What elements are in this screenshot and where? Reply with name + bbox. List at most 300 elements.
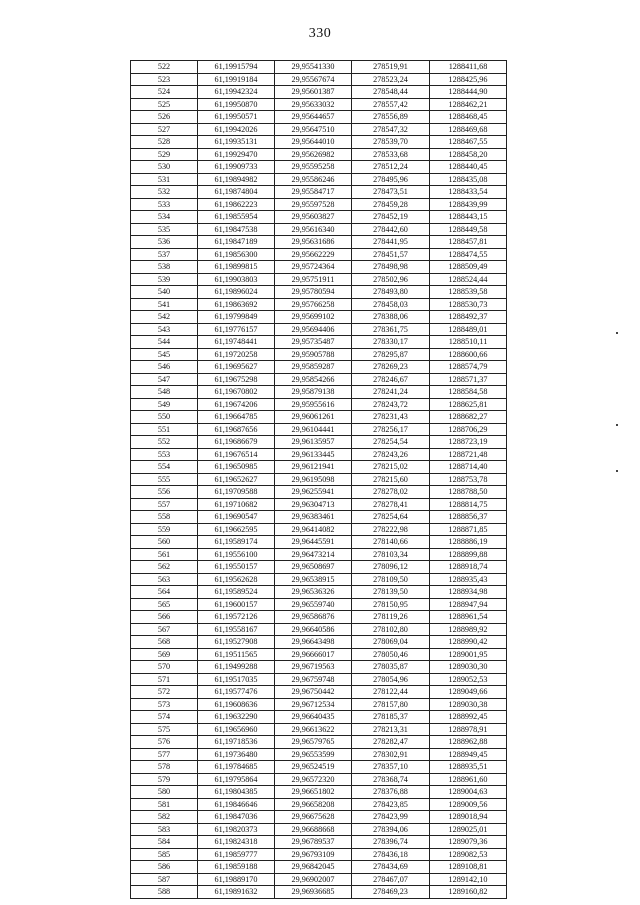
x-coordinate-cell: 278459,28	[352, 198, 430, 211]
y-coordinate-cell: 1288706,29	[430, 423, 507, 436]
table-row	[131, 548, 507, 561]
point-number-cell: 578	[131, 761, 198, 774]
table-row	[131, 186, 507, 199]
y-coordinate-cell: 1288949,45	[430, 748, 507, 761]
latitude-cell: 61,19929470	[198, 148, 275, 161]
longitude-cell: 29,95597528	[275, 198, 352, 211]
latitude-cell: 61,19608636	[198, 698, 275, 711]
latitude-cell: 61,19517035	[198, 673, 275, 686]
table-row	[131, 736, 507, 749]
x-coordinate-cell: 278213,31	[352, 723, 430, 736]
latitude-cell: 61,19942026	[198, 123, 275, 136]
longitude-cell: 29,95780594	[275, 286, 352, 299]
y-coordinate-cell: 1288574,79	[430, 361, 507, 374]
latitude-cell: 61,19600157	[198, 598, 275, 611]
point-number-cell: 568	[131, 636, 198, 649]
point-number-cell: 579	[131, 773, 198, 786]
x-coordinate-cell: 278441,95	[352, 236, 430, 249]
latitude-cell: 61,19862223	[198, 198, 275, 211]
y-coordinate-cell: 1288788,50	[430, 486, 507, 499]
x-coordinate-cell: 278246,67	[352, 373, 430, 386]
longitude-cell: 29,96538915	[275, 573, 352, 586]
y-coordinate-cell: 1288474,55	[430, 248, 507, 261]
point-number-cell: 573	[131, 698, 198, 711]
y-coordinate-cell: 1288753,78	[430, 473, 507, 486]
table-row	[131, 386, 507, 399]
x-coordinate-cell: 278442,60	[352, 223, 430, 236]
latitude-cell: 61,19894982	[198, 173, 275, 186]
point-number-cell: 557	[131, 498, 198, 511]
y-coordinate-cell: 1288989,92	[430, 623, 507, 636]
longitude-cell: 29,95694406	[275, 323, 352, 336]
latitude-cell: 61,19820373	[198, 823, 275, 836]
y-coordinate-cell: 1288411,68	[430, 61, 507, 74]
point-number-cell: 550	[131, 411, 198, 424]
longitude-cell: 29,96579765	[275, 736, 352, 749]
y-coordinate-cell: 1289018,94	[430, 811, 507, 824]
latitude-cell: 61,19899815	[198, 261, 275, 274]
longitude-cell: 29,95567674	[275, 73, 352, 86]
table-row	[131, 523, 507, 536]
longitude-cell: 29,95879138	[275, 386, 352, 399]
latitude-cell: 61,19589174	[198, 536, 275, 549]
table-row	[131, 661, 507, 674]
table-row	[131, 798, 507, 811]
table-row	[131, 773, 507, 786]
point-number-cell: 558	[131, 511, 198, 524]
table-row	[131, 723, 507, 736]
y-coordinate-cell: 1289030,38	[430, 698, 507, 711]
point-number-cell: 585	[131, 848, 198, 861]
point-number-cell: 525	[131, 98, 198, 111]
table-row	[131, 198, 507, 211]
table-row	[131, 623, 507, 636]
longitude-cell: 29,95595258	[275, 161, 352, 174]
longitude-cell: 29,96759748	[275, 673, 352, 686]
longitude-cell: 29,96508697	[275, 561, 352, 574]
longitude-cell: 29,96643498	[275, 636, 352, 649]
point-number-cell: 530	[131, 161, 198, 174]
latitude-cell: 61,19859188	[198, 861, 275, 874]
longitude-cell: 29,96133445	[275, 448, 352, 461]
x-coordinate-cell: 278493,80	[352, 286, 430, 299]
latitude-cell: 61,19736480	[198, 748, 275, 761]
longitude-cell: 29,96195098	[275, 473, 352, 486]
y-coordinate-cell: 1288435,08	[430, 173, 507, 186]
y-coordinate-cell: 1288457,81	[430, 236, 507, 249]
latitude-cell: 61,19686679	[198, 436, 275, 449]
x-coordinate-cell: 278452,19	[352, 211, 430, 224]
latitude-cell: 61,19950571	[198, 111, 275, 124]
point-number-cell: 552	[131, 436, 198, 449]
point-number-cell: 534	[131, 211, 198, 224]
point-number-cell: 529	[131, 148, 198, 161]
y-coordinate-cell: 1288539,58	[430, 286, 507, 299]
latitude-cell: 61,19695627	[198, 361, 275, 374]
longitude-cell: 29,96793109	[275, 848, 352, 861]
latitude-cell: 61,19859777	[198, 848, 275, 861]
x-coordinate-cell: 278330,17	[352, 336, 430, 349]
y-coordinate-cell: 1289049,66	[430, 686, 507, 699]
table-row	[131, 811, 507, 824]
point-number-cell: 535	[131, 223, 198, 236]
latitude-cell: 61,19527908	[198, 636, 275, 649]
point-number-cell: 545	[131, 348, 198, 361]
point-number-cell: 566	[131, 611, 198, 624]
latitude-cell: 61,19919184	[198, 73, 275, 86]
table-row	[131, 561, 507, 574]
longitude-cell: 29,95644010	[275, 136, 352, 149]
point-number-cell: 555	[131, 473, 198, 486]
point-number-cell: 548	[131, 386, 198, 399]
table-row	[131, 223, 507, 236]
point-number-cell: 551	[131, 423, 198, 436]
x-coordinate-cell: 278054,96	[352, 673, 430, 686]
y-coordinate-cell: 1288723,19	[430, 436, 507, 449]
y-coordinate-cell: 1288510,11	[430, 336, 507, 349]
point-number-cell: 553	[131, 448, 198, 461]
x-coordinate-cell: 278295,87	[352, 348, 430, 361]
point-number-cell: 586	[131, 861, 198, 874]
longitude-cell: 29,96473214	[275, 548, 352, 561]
y-coordinate-cell: 1288886,19	[430, 536, 507, 549]
latitude-cell: 61,19935131	[198, 136, 275, 149]
table-row	[131, 123, 507, 136]
latitude-cell: 61,19874804	[198, 186, 275, 199]
latitude-cell: 61,19799849	[198, 311, 275, 324]
table-row	[131, 436, 507, 449]
table-row	[131, 873, 507, 886]
point-number-cell: 577	[131, 748, 198, 761]
table-row	[131, 411, 507, 424]
table-row	[131, 486, 507, 499]
longitude-cell: 29,96559740	[275, 598, 352, 611]
point-number-cell: 574	[131, 711, 198, 724]
latitude-cell: 61,19709588	[198, 486, 275, 499]
longitude-cell: 29,96255941	[275, 486, 352, 499]
x-coordinate-cell: 278150,95	[352, 598, 430, 611]
table-row	[131, 248, 507, 261]
x-coordinate-cell: 278423,85	[352, 798, 430, 811]
point-number-cell: 544	[131, 336, 198, 349]
page-number: 330	[308, 26, 332, 41]
x-coordinate-cell: 278050,46	[352, 648, 430, 661]
point-number-cell: 583	[131, 823, 198, 836]
longitude-cell: 29,95647510	[275, 123, 352, 136]
x-coordinate-cell: 278269,23	[352, 361, 430, 374]
point-number-cell: 581	[131, 798, 198, 811]
y-coordinate-cell: 1289108,81	[430, 861, 507, 874]
y-coordinate-cell: 1288947,94	[430, 598, 507, 611]
table-row	[131, 336, 507, 349]
longitude-cell: 29,96688668	[275, 823, 352, 836]
table-row	[131, 236, 507, 249]
y-coordinate-cell: 1288935,43	[430, 573, 507, 586]
table-row	[131, 398, 507, 411]
longitude-cell: 29,95626982	[275, 148, 352, 161]
table-row	[131, 761, 507, 774]
point-number-cell: 528	[131, 136, 198, 149]
longitude-cell: 29,96613622	[275, 723, 352, 736]
point-number-cell: 547	[131, 373, 198, 386]
latitude-cell: 61,19942324	[198, 86, 275, 99]
table-row	[131, 161, 507, 174]
point-number-cell: 582	[131, 811, 198, 824]
table-row	[131, 836, 507, 849]
latitude-cell: 61,19795864	[198, 773, 275, 786]
y-coordinate-cell: 1288467,55	[430, 136, 507, 149]
y-coordinate-cell: 1288571,37	[430, 373, 507, 386]
longitude-cell: 29,95955616	[275, 398, 352, 411]
latitude-cell: 61,19577476	[198, 686, 275, 699]
x-coordinate-cell: 278222,98	[352, 523, 430, 536]
longitude-cell: 29,95724364	[275, 261, 352, 274]
x-coordinate-cell: 278241,24	[352, 386, 430, 399]
longitude-cell: 29,96789537	[275, 836, 352, 849]
latitude-cell: 61,19718536	[198, 736, 275, 749]
table-row	[131, 686, 507, 699]
point-number-cell: 587	[131, 873, 198, 886]
y-coordinate-cell: 1288449,58	[430, 223, 507, 236]
point-number-cell: 569	[131, 648, 198, 661]
longitude-cell: 29,96536326	[275, 586, 352, 599]
x-coordinate-cell: 278547,32	[352, 123, 430, 136]
longitude-cell: 29,96586876	[275, 611, 352, 624]
y-coordinate-cell: 1288530,73	[430, 298, 507, 311]
table-row	[131, 136, 507, 149]
point-number-cell: 559	[131, 523, 198, 536]
y-coordinate-cell: 1288443,15	[430, 211, 507, 224]
latitude-cell: 61,19676514	[198, 448, 275, 461]
y-coordinate-cell: 1288625,81	[430, 398, 507, 411]
latitude-cell: 61,19748441	[198, 336, 275, 349]
point-number-cell: 527	[131, 123, 198, 136]
y-coordinate-cell: 1288990,42	[430, 636, 507, 649]
y-coordinate-cell: 1288468,45	[430, 111, 507, 124]
latitude-cell: 61,19690547	[198, 511, 275, 524]
x-coordinate-cell: 278278,02	[352, 486, 430, 499]
y-coordinate-cell: 1288440,45	[430, 161, 507, 174]
table-row	[131, 598, 507, 611]
latitude-cell: 61,19687656	[198, 423, 275, 436]
longitude-cell: 29,96651802	[275, 786, 352, 799]
x-coordinate-cell: 278069,04	[352, 636, 430, 649]
longitude-cell: 29,96666017	[275, 648, 352, 661]
table-row	[131, 311, 507, 324]
latitude-cell: 61,19824318	[198, 836, 275, 849]
y-coordinate-cell: 1288509,49	[430, 261, 507, 274]
x-coordinate-cell: 278512,24	[352, 161, 430, 174]
table-row	[131, 173, 507, 186]
x-coordinate-cell: 278436,18	[352, 848, 430, 861]
table-row	[131, 373, 507, 386]
scan-speck	[616, 470, 618, 472]
latitude-cell: 61,19847538	[198, 223, 275, 236]
table-row	[131, 323, 507, 336]
x-coordinate-cell: 278495,96	[352, 173, 430, 186]
table-row	[131, 861, 507, 874]
y-coordinate-cell: 1288469,68	[430, 123, 507, 136]
x-coordinate-cell: 278396,74	[352, 836, 430, 849]
x-coordinate-cell: 278434,69	[352, 861, 430, 874]
table-row	[131, 636, 507, 649]
table-row	[131, 111, 507, 124]
longitude-cell: 29,95699102	[275, 311, 352, 324]
longitude-cell: 29,95854266	[275, 373, 352, 386]
latitude-cell: 61,19670802	[198, 386, 275, 399]
longitude-cell: 29,96121941	[275, 461, 352, 474]
point-number-cell: 561	[131, 548, 198, 561]
x-coordinate-cell: 278473,51	[352, 186, 430, 199]
longitude-cell: 29,96719563	[275, 661, 352, 674]
x-coordinate-cell: 278109,50	[352, 573, 430, 586]
y-coordinate-cell: 1288682,27	[430, 411, 507, 424]
point-number-cell: 541	[131, 298, 198, 311]
y-coordinate-cell: 1288714,40	[430, 461, 507, 474]
latitude-cell: 61,19562628	[198, 573, 275, 586]
latitude-cell: 61,19664785	[198, 411, 275, 424]
point-number-cell: 522	[131, 61, 198, 74]
point-number-cell: 572	[131, 686, 198, 699]
longitude-cell: 29,95905788	[275, 348, 352, 361]
point-number-cell: 538	[131, 261, 198, 274]
latitude-cell: 61,19720258	[198, 348, 275, 361]
latitude-cell: 61,19903803	[198, 273, 275, 286]
point-number-cell: 563	[131, 573, 198, 586]
point-number-cell: 562	[131, 561, 198, 574]
latitude-cell: 61,19856300	[198, 248, 275, 261]
point-number-cell: 526	[131, 111, 198, 124]
x-coordinate-cell: 278502,96	[352, 273, 430, 286]
point-number-cell: 537	[131, 248, 198, 261]
longitude-cell: 29,96842045	[275, 861, 352, 874]
longitude-cell: 29,95751911	[275, 273, 352, 286]
x-coordinate-cell: 278282,47	[352, 736, 430, 749]
longitude-cell: 29,96135957	[275, 436, 352, 449]
x-coordinate-cell: 278539,70	[352, 136, 430, 149]
point-number-cell: 533	[131, 198, 198, 211]
longitude-cell: 29,96936685	[275, 886, 352, 899]
y-coordinate-cell: 1289079,36	[430, 836, 507, 849]
table-row	[131, 848, 507, 861]
latitude-cell: 61,19915794	[198, 61, 275, 74]
longitude-cell: 29,95631686	[275, 236, 352, 249]
longitude-cell: 29,95662229	[275, 248, 352, 261]
point-number-cell: 588	[131, 886, 198, 899]
longitude-cell: 29,96304713	[275, 498, 352, 511]
point-number-cell: 584	[131, 836, 198, 849]
point-number-cell: 532	[131, 186, 198, 199]
table-row	[131, 498, 507, 511]
latitude-cell: 61,19776157	[198, 323, 275, 336]
table-row	[131, 148, 507, 161]
latitude-cell: 61,19589524	[198, 586, 275, 599]
table-row	[131, 511, 507, 524]
longitude-cell: 29,96445591	[275, 536, 352, 549]
longitude-cell: 29,96061261	[275, 411, 352, 424]
table-row	[131, 73, 507, 86]
longitude-cell: 29,96383461	[275, 511, 352, 524]
point-number-cell: 542	[131, 311, 198, 324]
table-row	[131, 61, 507, 74]
latitude-cell: 61,19675298	[198, 373, 275, 386]
latitude-cell: 61,19550157	[198, 561, 275, 574]
x-coordinate-cell: 278557,42	[352, 98, 430, 111]
y-coordinate-cell: 1289052,53	[430, 673, 507, 686]
x-coordinate-cell: 278556,89	[352, 111, 430, 124]
x-coordinate-cell: 278361,75	[352, 323, 430, 336]
x-coordinate-cell: 278376,88	[352, 786, 430, 799]
y-coordinate-cell: 1288961,54	[430, 611, 507, 624]
longitude-cell: 29,95735487	[275, 336, 352, 349]
table-row	[131, 611, 507, 624]
table-row	[131, 648, 507, 661]
point-number-cell: 543	[131, 323, 198, 336]
y-coordinate-cell: 1289025,01	[430, 823, 507, 836]
y-coordinate-cell: 1288899,88	[430, 548, 507, 561]
table-row	[131, 786, 507, 799]
latitude-cell: 61,19662595	[198, 523, 275, 536]
point-number-cell: 576	[131, 736, 198, 749]
x-coordinate-cell: 278231,43	[352, 411, 430, 424]
y-coordinate-cell: 1289004,63	[430, 786, 507, 799]
x-coordinate-cell: 278423,99	[352, 811, 430, 824]
x-coordinate-cell: 278122,44	[352, 686, 430, 699]
y-coordinate-cell: 1288458,20	[430, 148, 507, 161]
x-coordinate-cell: 278498,98	[352, 261, 430, 274]
y-coordinate-cell: 1288462,21	[430, 98, 507, 111]
latitude-cell: 61,19674206	[198, 398, 275, 411]
latitude-cell: 61,19889170	[198, 873, 275, 886]
latitude-cell: 61,19847036	[198, 811, 275, 824]
x-coordinate-cell: 278388,06	[352, 311, 430, 324]
point-number-cell: 565	[131, 598, 198, 611]
point-number-cell: 580	[131, 786, 198, 799]
longitude-cell: 29,96640435	[275, 711, 352, 724]
x-coordinate-cell: 278243,26	[352, 448, 430, 461]
longitude-cell: 29,96414082	[275, 523, 352, 536]
x-coordinate-cell: 278467,07	[352, 873, 430, 886]
longitude-cell: 29,95541330	[275, 61, 352, 74]
x-coordinate-cell: 278215,02	[352, 461, 430, 474]
longitude-cell: 29,96750442	[275, 686, 352, 699]
x-coordinate-cell: 278096,12	[352, 561, 430, 574]
x-coordinate-cell: 278256,17	[352, 423, 430, 436]
x-coordinate-cell: 278357,10	[352, 761, 430, 774]
y-coordinate-cell: 1288918,74	[430, 561, 507, 574]
y-coordinate-cell: 1288425,96	[430, 73, 507, 86]
table-row	[131, 98, 507, 111]
longitude-cell: 29,95633032	[275, 98, 352, 111]
latitude-cell: 61,19804385	[198, 786, 275, 799]
table-row	[131, 886, 507, 899]
y-coordinate-cell: 1288935,51	[430, 761, 507, 774]
point-number-cell: 567	[131, 623, 198, 636]
longitude-cell: 29,95584717	[275, 186, 352, 199]
x-coordinate-cell: 278102,80	[352, 623, 430, 636]
point-number-cell: 546	[131, 361, 198, 374]
x-coordinate-cell: 278119,26	[352, 611, 430, 624]
longitude-cell: 29,96524519	[275, 761, 352, 774]
coordinates-table	[130, 60, 507, 899]
y-coordinate-cell: 1288489,01	[430, 323, 507, 336]
longitude-cell: 29,96902007	[275, 873, 352, 886]
y-coordinate-cell: 1288492,37	[430, 311, 507, 324]
point-number-cell: 575	[131, 723, 198, 736]
latitude-cell: 61,19632290	[198, 711, 275, 724]
point-number-cell: 549	[131, 398, 198, 411]
y-coordinate-cell: 1288439,99	[430, 198, 507, 211]
